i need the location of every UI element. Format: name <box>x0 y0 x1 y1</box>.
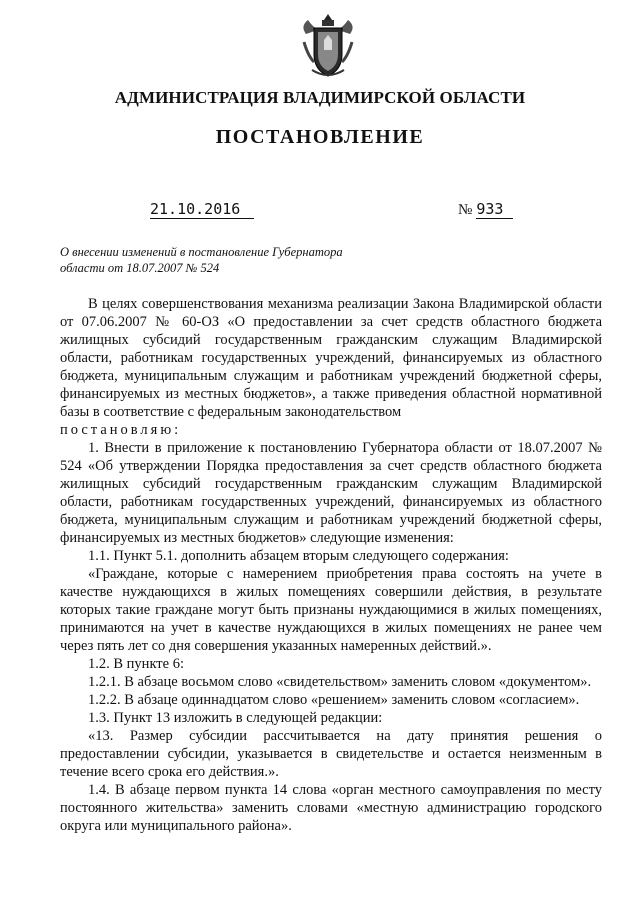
preamble-paragraph: В целях совершенствования механизма реализации Закона Владимирской области от 07.06.2007 № 60-ОЗ «О предоставлении за счет средств областного бюджета жилищных субсидий государственным гражданским служащим Владимирской области, работникам государственных учреждений, финансируемых из областного бюджета, муниципальным служащим и работникам учреждений бюджетной сферы, финансируемых из местных бюджетов», а также приведения областной нормативной базы в соответствие с федеральным законодательством <box>60 296 602 420</box>
document-body <box>60 295 602 835</box>
clause-1-4: 1.4. В абзаце первом пункта 14 слова «орган местного самоуправления по месту постоянного жительства» заменить словами «местную администрацию городского округа или муниципального района». <box>60 782 602 834</box>
clause-1-1: 1.1. Пункт 5.1. дополнить абзацем вторым следующего содержания: <box>88 548 509 564</box>
number-label: № <box>458 202 473 218</box>
clause-1-2-2: 1.2.2. В абзаце одиннадцатом слово «решением» заменить словом «согласием». <box>88 692 580 708</box>
document-type-title: ПОСТАНОВЛЕНИЕ <box>215 126 425 148</box>
quoted-text: «13. Размер субсидии рассчитывается на дату принятия решения о предоставлении субсидии, указывается в свидетельстве и остается неизменным в течение всего срока его действия.». <box>60 728 602 780</box>
clause-1-2-1: 1.2.1. В абзаце восьмом слово «свидетельством» заменить словом «документом». <box>88 674 592 690</box>
clause-1-3: 1.3. Пункт 13 изложить в следующей редакции: <box>88 710 383 726</box>
clause-1-2: 1.2. В пункте 6: <box>88 656 184 672</box>
number-value: 933 <box>476 200 513 219</box>
subject-line: О внесении изменений в постановление Губернатора <box>60 245 343 259</box>
resolve-word: постановляю: <box>60 422 182 438</box>
organization-name: АДМИНИСТРАЦИЯ ВЛАДИМИРСКОЙ ОБЛАСТИ <box>114 88 526 107</box>
clause-1: 1. Внести в приложение к постановлению Губернатора области от 18.07.2007 № 524 «Об утверждении Порядка предоставления за счет средств областного бюджета жилищных субсидий государственным гражданским служащим Владимирской области, работникам государственных учреждений, финансируемых из областного бюджета, муниципальным служащим и работникам учреждений бюджетной сферы, финансируемых из местных бюджетов» следующие изменения: <box>60 440 602 546</box>
document-subject <box>60 244 400 276</box>
document-date: 21.10.2016 <box>150 200 254 219</box>
quoted-text: «Граждане, которые с намерением приобретения права состоять на учете в качестве нуждающихся в жилых помещениях совершили действия, в результате которых такие граждане могут быть признаны нуждающимися в жилых помещениях, принимаются на учет в качестве нуждающихся в жилых помещениях не ранее чем через пять лет со дня совершения указанных намеренных действий.». <box>60 566 602 654</box>
document-number <box>458 200 513 219</box>
coat-of-arms-emblem <box>298 12 358 80</box>
subject-line: области от 18.07.2007 № 524 <box>60 261 220 275</box>
